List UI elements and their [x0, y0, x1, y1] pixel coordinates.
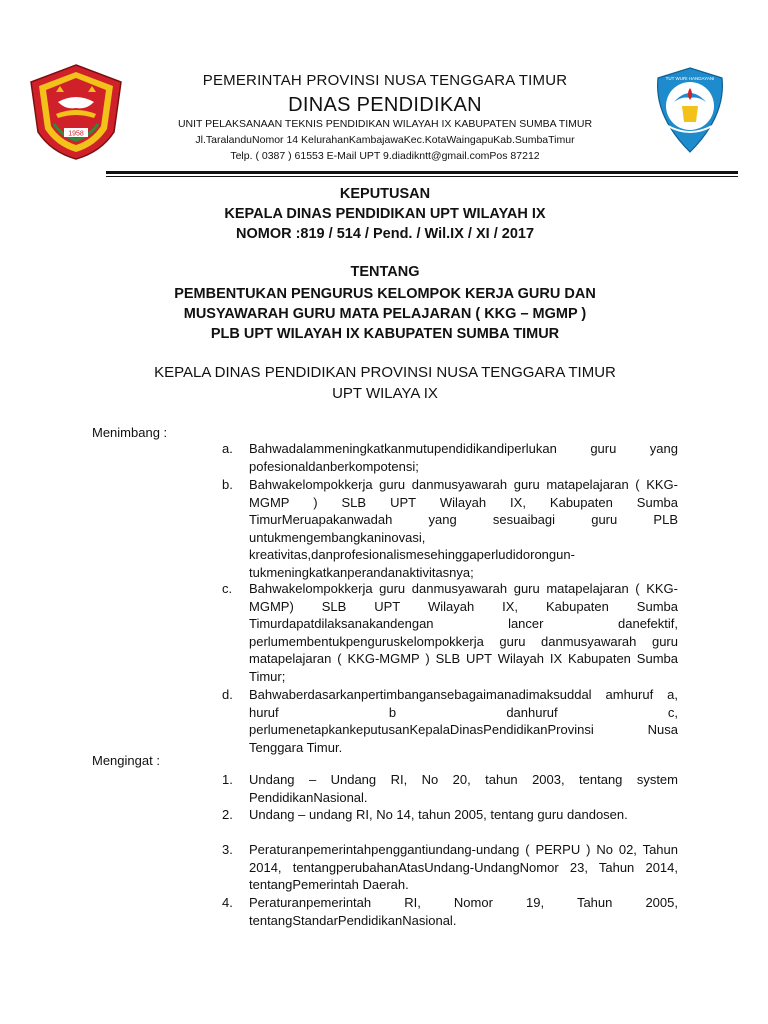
list-item: [222, 841, 678, 894]
letterhead-divider-thin: [106, 176, 738, 177]
decree-subject-line1: PEMBENTUKAN PENGURUS KELOMPOK KERJA GURU DAN: [174, 286, 596, 302]
list-text: Bahwakelompokkerja guru danmusyawarah guru matapelajaran ( KKG-MGMP) SLB UPT Wilayah IX, Kabupaten Sumba Timurdapatdilaksanakandengan lancer danefektif, perlumembentukpenguruskelompokkerja guru danmusyawarah guru matapelajaran ( KKG-MGMP ) SLB UPT Wilayah IX Kabupaten Sumba Timur;: [249, 581, 678, 684]
list-text: Bahwakelompokkerja guru danmusyawarah guru matapelajaran ( KKG-MGMP ) SLB UPT Wilayah IX, Kabupaten Sumba TimurMeruapakanwadah yang sesuaibagi guru PLB untukmengembangkaninovasi, kreativitas,danprofesionalismesehinggaperludidoronguntukmeningkatkanperandanaktivitasnya;: [249, 477, 678, 580]
provincial-emblem-icon: [26, 62, 126, 162]
list-item: [222, 686, 678, 756]
decree-number: NOMOR :819 / 514 / Pend. / Wil.IX / XI / 2017: [235, 226, 535, 242]
list-marker: 2.: [222, 807, 233, 822]
tut-wuri-handayani-icon: [648, 66, 732, 156]
svg-text:1958: 1958: [68, 130, 84, 138]
letterhead-unit: UNIT PELAKSANAAN TEKNIS PENDIDIKAN WILAYAH IX KABUPATEN SUMBA TIMUR: [177, 118, 593, 130]
list-marker: c.: [222, 581, 233, 596]
decree-issuer: KEPALA DINAS PENDIDIKAN UPT WILAYAH IX: [224, 206, 546, 222]
list-item: [222, 440, 678, 475]
list-marker: 4.: [222, 895, 233, 910]
menimbang-label: Menimbang :: [92, 425, 168, 440]
list-text: Peraturanpemerintah RI, Nomor 19, Tahun 2005, tentangStandarPendidikanNasional.: [249, 895, 678, 928]
letterhead-address: Jl.TaralanduNomor 14 KelurahanKambajawaKec.KotaWaingapuKab.SumbaTimur: [195, 134, 575, 146]
letterhead-agency: DINAS PENDIDIKAN: [288, 94, 482, 116]
list-text: Bahwaberdasarkanpertimbangansebagaimanadimaksuddal amhuruf a, huruf b danhuruf c, perlumenetapkankeputusanKepalaDinasPendidikanProvinsi Nusa Tenggara Timur.: [249, 687, 678, 755]
list-item: [222, 894, 678, 929]
list-text: Undang – undang RI, No 14, tahun 2005, tentang guru dandosen.: [249, 807, 628, 822]
list-marker: 3.: [222, 842, 233, 857]
authority-subheading: UPT WILAYA IX: [332, 385, 438, 402]
list-marker: a.: [222, 441, 233, 456]
list-item: [222, 580, 678, 686]
list-item: [222, 806, 678, 824]
authority-heading: KEPALA DINAS PENDIDIKAN PROVINSI NUSA TENGGARA TIMUR: [154, 364, 616, 381]
decree-tentang: TENTANG: [350, 264, 420, 280]
list-item: [222, 771, 678, 806]
list-marker: 1.: [222, 772, 233, 787]
letterhead-government: PEMERINTAH PROVINSI NUSA TENGGARA TIMUR: [202, 72, 568, 89]
list-text: Peraturanpemerintahpenggantiundang-undang ( PERPU ) No 02, Tahun 2014, tentangperubahanAtasUndang-UndangNomor 23, Tahun 2014, tentangPemerintah Daerah.: [249, 842, 678, 893]
decree-title: KEPUTUSAN: [339, 186, 431, 202]
list-marker: d.: [222, 687, 233, 702]
decree-subject-line2: MUSYAWARAH GURU MATA PELAJARAN ( KKG – MGMP ): [183, 306, 587, 322]
decree-subject-line3: PLB UPT WILAYAH IX KABUPATEN SUMBA TIMUR: [210, 326, 560, 342]
list-item: [222, 476, 678, 582]
list-text: Bahwadalammeningkatkanmutupendidikandiperlukan guru yang pofesionaldanberkompotensi;: [249, 441, 678, 474]
svg-text:TUT WURI HANDAYANI: TUT WURI HANDAYANI: [665, 76, 715, 81]
letterhead-contact: Telp. ( 0387 ) 61553 E-Mail UPT 9.diadikntt@gmail.comPos 87212: [230, 150, 540, 162]
mengingat-label: Mengingat :: [92, 753, 160, 768]
list-marker: b.: [222, 477, 233, 492]
list-text: Undang – Undang RI, No 20, tahun 2003, tentang system PendidikanNasional.: [249, 772, 678, 805]
letterhead-divider: [106, 171, 738, 174]
